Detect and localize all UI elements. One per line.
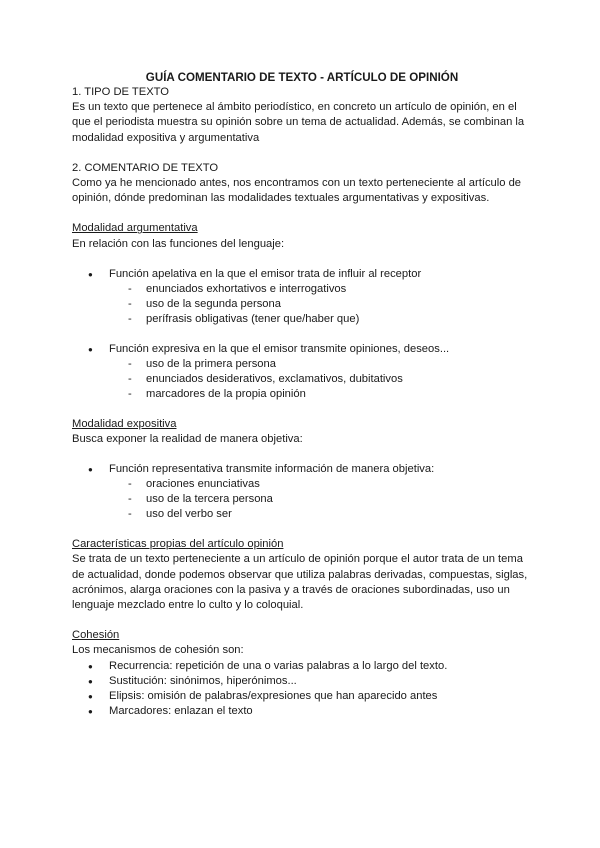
sub-list-item: - uso de la segunda persona	[72, 297, 532, 312]
document-page	[72, 70, 532, 719]
cohesion-list	[72, 659, 532, 719]
section1-body: Es un texto que pertenece al ámbito periodístico, en concreto un artículo de opinión, en el que el periodista muestra su opinión sobre un tema de actualidad. Además, se combinan la modalidad expositiva y argumentativa	[72, 101, 525, 144]
expositiva-intro: Busca exponer la realidad de manera objetiva:	[72, 433, 303, 446]
list-item: ● Función expresiva en la que el emisor transmite opiniones, deseos... - uso de la primera persona - enunciados desiderativos, exclamativos, dubitativos - marcadores de la propia opinión	[72, 342, 532, 402]
sub-list-item: - uso de la tercera persona	[72, 492, 532, 507]
sub-list-item: - marcadores de la propia opinión	[72, 387, 532, 402]
sub-list-item: - uso de la primera persona	[72, 357, 532, 372]
section1-heading: 1. TIPO DE TEXTO	[72, 86, 169, 98]
cohesion-intro: Los mecanismos de cohesión son:	[72, 644, 244, 657]
sub-list-item: - oraciones enunciativas	[72, 477, 532, 492]
list-item: ● Recurrencia: repetición de una o varias palabras a lo largo del texto.	[72, 659, 532, 674]
sub-list-item: - enunciados desiderativos, exclamativos, dubitativos	[72, 372, 532, 387]
list-item: ● Sustitución: sinónimos, hiperónimos...	[72, 674, 532, 689]
sub-list-item: - uso del verbo ser	[72, 507, 532, 522]
caracteristicas-body: Se trata de un texto perteneciente a un artículo de opinión porque el autor trata de un tema de actualidad, donde podemos observar que utiliza palabras derivadas, compuestas, siglas, acrónimos, alarga oraciones con la pasiva y a través de oraciones subordinadas, uso un lenguaje mezclado entre lo culto y lo coloquial.	[72, 553, 528, 612]
list-item: ● Función representativa transmite información de manera objetiva: - oraciones enunciativas - uso de la tercera persona - uso del verbo ser	[72, 462, 532, 522]
list-item: ● Marcadores: enlazan el texto	[72, 704, 532, 719]
sub-list-item: - perífrasis obligativas (tener que/haber que)	[72, 312, 532, 327]
expositiva-list	[72, 462, 532, 522]
sub-list-item: - enunciados exhortativos e interrogativos	[72, 282, 532, 297]
document-title: GUÍA COMENTARIO DE TEXTO - ARTÍCULO DE OPINIÓN	[145, 71, 459, 84]
argumentativa-list	[72, 267, 532, 327]
argumentativa-list-2	[72, 342, 532, 402]
cohesion-heading: Cohesión	[72, 629, 120, 642]
expositiva-heading: Modalidad expositiva	[72, 417, 177, 430]
list-item: ● Elipsis: omisión de palabras/expresiones que han aparecido antes	[72, 689, 532, 704]
caracteristicas-heading: Características propias del artículo opinión	[72, 538, 284, 551]
argumentativa-heading: Modalidad argumentativa	[72, 222, 198, 235]
section2-body: Como ya he mencionado antes, nos encontramos con un texto perteneciente al artículo de opinión, dónde predominan las modalidades textuales argumentativas y expositivas.	[72, 177, 522, 205]
list-item: ● Función apelativa en la que el emisor trata de influir al receptor - enunciados exhortativos e interrogativos - uso de la segunda persona - perífrasis obligativas (tener que/haber que)	[72, 267, 532, 327]
section2-heading: 2. COMENTARIO DE TEXTO	[72, 161, 219, 174]
argumentativa-intro: En relación con las funciones del lenguaje:	[72, 237, 285, 250]
